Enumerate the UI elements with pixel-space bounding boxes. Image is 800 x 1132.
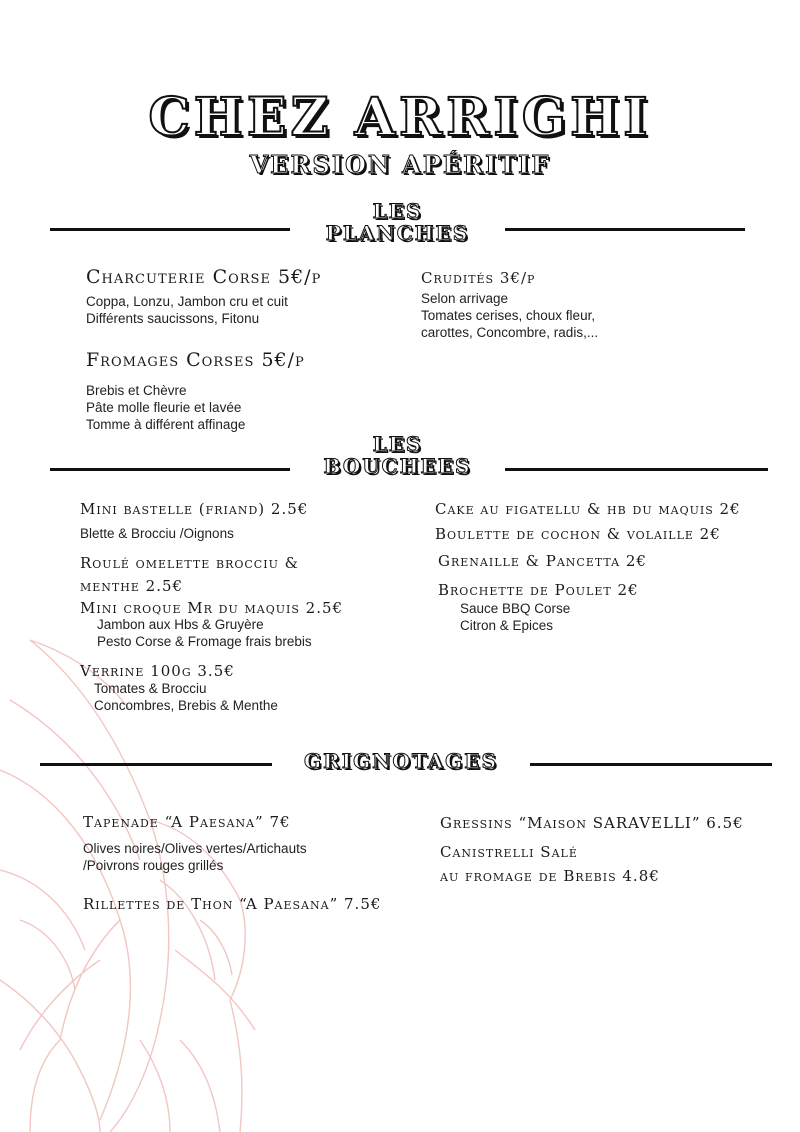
desc-line: Brebis et Chèvre (86, 383, 187, 398)
section-title-line2: BOUCHEES (323, 454, 472, 478)
item-crudites: Crudités 3€/p (421, 269, 536, 287)
item-charcuterie: Charcuterie Corse 5€/p (86, 266, 322, 288)
item-roule-line2: menthe 2.5€ (80, 577, 184, 595)
desc-line: /Poivrons rouges grillés (83, 858, 224, 873)
desc-line: Blette & Brocciu /Oignons (80, 526, 234, 541)
item-tapenade: Tapenade “A Paesana” 7€ (83, 813, 291, 831)
section-rule-right (530, 763, 772, 766)
item-canistrelli-line2: au fromage de Brebis 4.8€ (440, 867, 660, 885)
desc-line: Coppa, Lonzu, Jambon cru et cuit (86, 294, 288, 309)
menu-subtitle: VERSION APÉRITIF (249, 150, 551, 179)
section-title-planches (290, 200, 505, 244)
section-rule-right (505, 468, 768, 471)
section-title-grignotages: GRIGNOTAGES (304, 749, 498, 773)
item-fromages-desc (86, 382, 245, 433)
desc-line: Jambon aux Hbs & Gruyère (97, 617, 264, 632)
restaurant-title: CHEZ ARRIGHI (148, 87, 652, 148)
section-rule-right (505, 228, 745, 231)
desc-line: Citron & Epices (460, 618, 554, 633)
desc-line: Pesto Corse & Fromage frais brebis (97, 634, 312, 649)
desc-line: Olives noires/Olives vertes/Artichauts (83, 841, 307, 856)
item-croque: Mini croque Mr du maquis 2.5€ (80, 599, 344, 617)
item-bastelle-desc (80, 525, 234, 542)
section-title-line1: LES (372, 199, 423, 223)
desc-line: Tomme à différent affinage (86, 417, 246, 432)
item-brochette: Brochette de Poulet 2€ (438, 581, 639, 599)
section-title-line1: LES (372, 432, 423, 456)
desc-line: Sauce BBQ Corse (460, 601, 571, 616)
item-verrine: Verrine 100g 3.5€ (80, 662, 235, 680)
desc-line: Tomates cerises, choux fleur, (421, 308, 596, 323)
item-grenaille: Grenaille & Pancetta 2€ (438, 552, 647, 570)
desc-line: Tomates & Brocciu (94, 681, 207, 696)
item-crudites-desc (421, 290, 598, 341)
section-title-bouchees (290, 433, 505, 477)
item-bastelle: Mini bastelle (friand) 2.5€ (80, 500, 309, 518)
section-title-line2: PLANCHES (325, 221, 470, 245)
section-rule-left (50, 228, 290, 231)
desc-line: Pâte molle fleurie et lavée (86, 400, 242, 415)
desc-line: Différents saucissons, Fitonu (86, 311, 260, 326)
item-fromages: Fromages Corses 5€/p (86, 349, 305, 371)
item-cake: Cake au figatellu & hb du maquis 2€ (435, 500, 741, 518)
item-roule-line1: Roulé omelette brocciu & (80, 554, 299, 572)
item-gressins: Gressins “Maison SARAVELLI” 6.5€ (440, 814, 744, 832)
item-canistrelli-line1: Canistrelli Salé (440, 843, 578, 861)
item-verrine-desc (94, 680, 278, 714)
item-charcuterie-desc (86, 293, 288, 327)
item-brochette-desc (460, 600, 570, 634)
section-rule-left (50, 468, 290, 471)
item-croque-desc (97, 616, 312, 650)
desc-line: carottes, Concombre, radis,... (421, 325, 599, 340)
item-rillettes: Rillettes de Thon “A Paesana” 7.5€ (83, 895, 382, 913)
item-tapenade-desc (83, 840, 307, 874)
section-rule-left (40, 763, 272, 766)
desc-line: Concombres, Brebis & Menthe (94, 698, 278, 713)
desc-line: Selon arrivage (421, 291, 509, 306)
item-boulette: Boulette de cochon & volaille 2€ (435, 525, 721, 543)
